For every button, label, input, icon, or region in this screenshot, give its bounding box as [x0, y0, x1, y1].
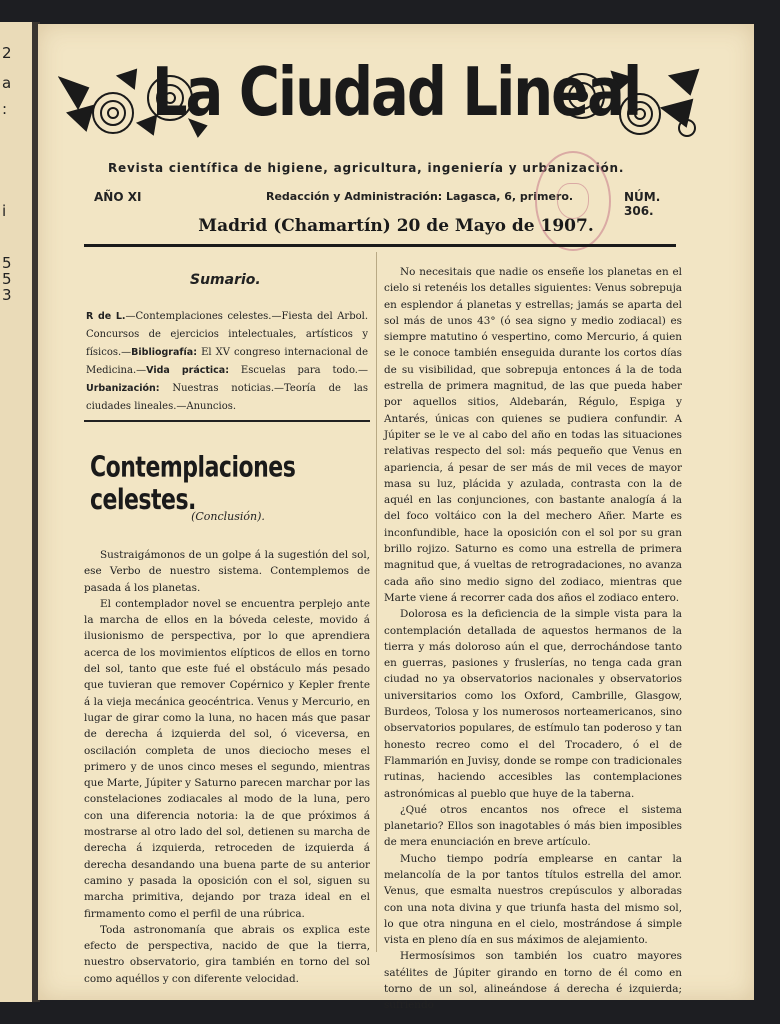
library-stamp: [535, 151, 611, 251]
header-rule: [84, 244, 676, 247]
article-subtitle: (Conclusión).: [191, 510, 265, 523]
sumario-contents: [86, 308, 368, 416]
issue-number: NÚM. 306.: [624, 190, 661, 218]
left-page-fragment: 5: [2, 270, 12, 288]
section-rule: [84, 420, 370, 422]
article-paragraph: Dolorosa es la deficiencia de la simple vista para la contemplación detallada de aquestos hermanos de la tierra y más doloroso aún el que, derrochándose tanto en guerras, pasiones y fruslerías, no tenga cada gran ciudad no ya observatorios nacionales y observatorios universitarios como los Oxford, Cambrille, Glasgow, Burdeos, Tolosa y los numerosos norteamericanos, sino observatorios populares, de estímulo tan poderoso y tan honesto recreo como el del Trocadero, ó el de Flammarión en Juvisy, donde se rompe con tradicionales rutinas, haciendo accesibles las contemplaciones astronómicas al pueblo que huye de la taberna.: [384, 608, 682, 800]
issue-year: AÑO XI: [94, 190, 142, 204]
sumario-label: Urbanización:: [86, 383, 160, 394]
newspaper-page: [38, 24, 754, 1012]
sumario-label: Bibliografía:: [131, 347, 198, 358]
left-page-fragment: 2: [2, 44, 12, 62]
sumario-label: Vida práctica:: [146, 365, 229, 376]
article-paragraph: No necesitais que nadie os enseñe los planetas en el cielo si retenéis los detalles siguientes: Venus sobrepuja en esplendor á planetas y estrellas; jamás se aparta del sol más de unos 43° (ó sea signo y medio zodiacal) es siempre matutino ó vespertino, como Mercurio, á quien se le conoce también enseguida durante los cortos días de su visibilidad, que sobrepuja entonces á la de toda estrella de primera magnitud, de las que pueda haber por aquellos sitios, Aldebarán, Régulo, Espiga y Antarés, únicas con quienes se pudiera confundir. A Júpiter se le ve al cabo del año en todas las situaciones relativas respecto del sol: más pequeño que Venus en apariencia, á pesar de ser más de mil veces de mayor masa su luz, plácida y azulada, contrasta con la de aquél en las conjunciones, con bastante analogía á la del foco voltáico con la del mechero Añer. Marte es inconfundible, hace la oposición con el sol por su gran brillo rojizo. Saturno es como una estrella de primera magnitud que, á vueltas de retrogradaciones, no avanza cada año sino medio signo del zodiaco, mientras que Marte viene á recorrer cada dos años el zodiaco entero.: [384, 266, 682, 604]
left-page-fragment: 5: [2, 254, 12, 272]
issue-date: Madrid (Chamartín) 20 de Mayo de 1907.: [198, 216, 594, 236]
left-page-fragment: i: [2, 202, 7, 220]
masthead-title: La Ciudad Lineal: [151, 54, 641, 132]
article-column-right: [384, 264, 682, 1014]
crest-icon: [557, 183, 589, 219]
left-page-edge: [0, 22, 32, 1002]
editorial-address: Redacción y Administración: Lagasca, 6, primero.: [266, 190, 574, 203]
article-paragraph: Hermosísimos son también los cuatro mayores satélites de Júpiter girando en torno de él como en torno de un sol, alineándose á derecha é izquierda; sufriendo: [384, 950, 682, 1012]
masthead-subtitle: Revista científica de higiene, agricultura, ingeniería y urbanización.: [108, 161, 625, 175]
left-page-fragment: a: [2, 74, 12, 92]
sumario-text: Escuelas para todo.—: [229, 365, 368, 376]
sumario-text: —Contemplaciones celestes.—Fiesta del Arbol. Concursos de ejercicios intelectuales, artísticos y físicos.—: [86, 311, 368, 358]
article-paragraph: Toda astronomanía que abrais os explica este efecto de perspectiva, nacido de que la tierra, nuestro observatorio, gira también en torno del sol como aquéllos y con diferente velocidad.: [84, 923, 370, 985]
sumario-label: R de L.: [86, 311, 126, 322]
article-paragraph: El contemplador novel se encuentra perplejo ante la marcha de ellos en la bóveda celeste, movido á ilusionismo de perspectiva, por lo que aprendiera acerca de los movimientos elípticos de ellos en torno del sol, tanto que este fué el obstáculo más pesado que tuvieran que remover Copérnico y Kepler frente á la vieja mecánica geocéntrica. Venus y Mercurio, en lugar de girar como la luna, no hacen más que pasar de derecha á izquierda del sol, ó viceversa, en oscilación completa de unos dieciocho meses el primero y de unos cinco meses el segundo, mientras que Marte, Júpiter y Saturno parecen marchar por las constelaciones zodiacales al modo de la luna, pero con una diferencia notoria: la de que próximos á mostrarse al otro lado del sol, detienen su marcha de derecha á izquierda, retroceden de izquierda á derecha desandando una buena parte de su anterior camino y pasada la oposición con el sol, siguen su marcha primitiva, dejando por traza ideal en el firmamento como el perfil de una rúbrica.: [84, 597, 370, 920]
column-divider: [376, 252, 377, 952]
left-page-fragment: :: [2, 100, 8, 118]
article-paragraph: ¿Qué otros encantos nos ofrece el sistema planetario? Ellos son inagotables ó más bien imposibles de mera enunciación en breve artículo.: [384, 803, 682, 849]
sumario-text: Nuestras noticias.—Teoría de las ciudades lineales.—Anuncios.: [86, 383, 368, 412]
article-column-left: [84, 547, 370, 987]
sumario-title: Sumario.: [190, 272, 261, 288]
article-paragraph: Mucho tiempo podría emplearse en cantar la melancolía de la por tantos títulos estrella del amor. Venus, que esmalta nuestros crepúsculos y alboradas con una nota divina y que triunfa hasta del mismo sol, lo que otra ninguna en el cielo, mostrándose á simple vista en pleno día en sus máximos de alejamiento.: [384, 852, 682, 947]
article-paragraph: Sustraigámonos de un golpe á la sugestión del sol, ese Verbo de nuestro sistema. Contemplemos de pasada á los planetas.: [84, 549, 370, 594]
article-title: Contemplaciones celestes.: [90, 452, 296, 517]
left-page-fragment: 3: [2, 286, 12, 304]
sumario-text: El XV congreso internacional de Medicina.—: [86, 347, 368, 376]
